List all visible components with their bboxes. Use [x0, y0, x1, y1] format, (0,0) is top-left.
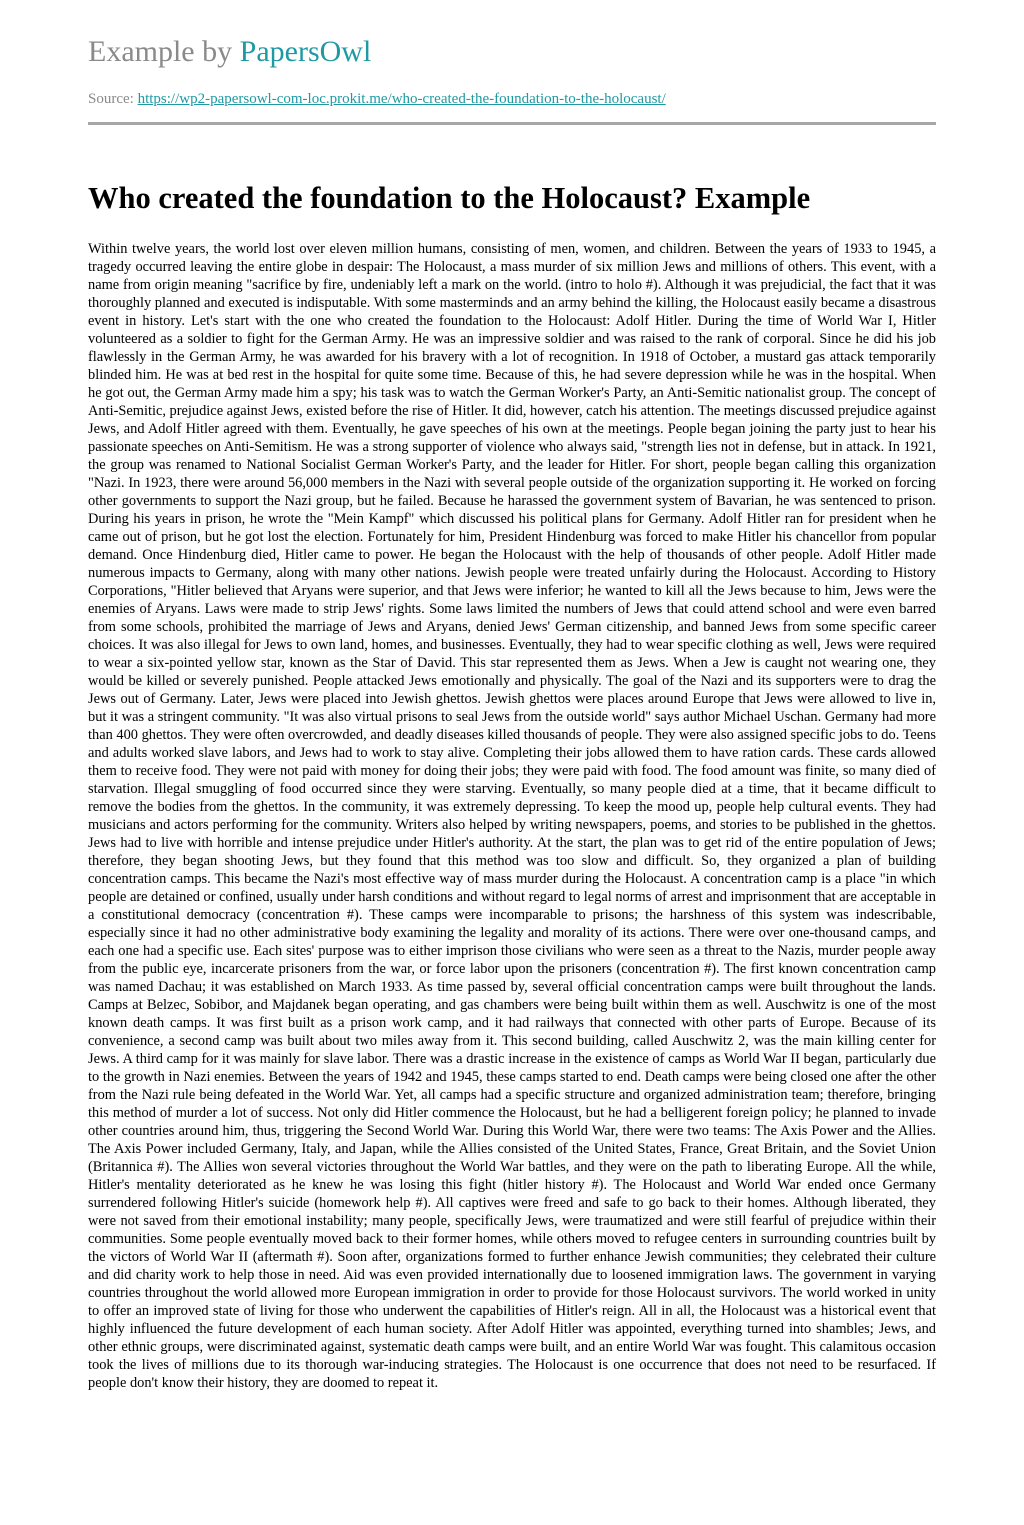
header-divider [88, 122, 936, 125]
brand-name: PapersOwl [239, 35, 372, 68]
source-label: Source: [88, 91, 138, 107]
article-body: Within twelve years, the world lost over eleven million humans, consisting of men, women, and children. Between the years of 1933 to 1945, a tragedy occurred leaving the entire globe in despair: The Holocaust, a mass murder of six million Jews and millions of others. This event, with a name from origin meaning "sacrifice by fire, undeniably left a mark on the world. (intro to holo #). Although it was prejudicial, the fact that it was thoroughly planned and executed is indisputable. With some masterminds and an army behind the killing, the Holocaust easily became a disastrous event in history. Let's start with the one who created the foundation to the Holocaust: Adolf Hitler. During the time of World War I, Hitler volunteered as a soldier to fight for the German Army. He was an impressive soldier and was raised to the rank of corporal. Since he did his job flawlessly in the German Army, he was awarded for his bravery with a lot of recognition. In 1918 of October, a mustard gas attack temporarily blinded him. He was at bed rest in the hospital for quite some time. Because of this, he had severe depression while he was in the hospital. When he got out, the German Army made him a spy; his task was to watch the German Worker's Party, an Anti-Semitic nationalist group. The concept of Anti-Semitic, prejudice against Jews, existed before the rise of Hitler. It did, however, catch his attention. The meetings discussed prejudice against Jews, and Adolf Hitler agreed with them. Eventually, he gave speeches of his own at the meetings. People began joining the party just to hear his passionate speeches on Anti-Semitism. He was a strong supporter of violence who always said, "strength lies not in defense, but in attack. In 1921, the group was renamed to National Socialist German Worker's Party, and the leader for Hitler. For short, people began calling this organization "Nazi. In 1923, there were around 56,000 members in the Nazi with several people outside of the organization supporting it. He worked on forcing other governments to support the Nazi group, but he failed. Because he harassed the government system of Bavarian, he was sentenced to prison. During his years in prison, he wrote the "Mein Kampf" which discussed his political plans for Germany. Adolf Hitler ran for president when he came out of prison, but he got lost the election. Fortunately for him, President Hindenburg was forced to make Hitler his chancellor from popular demand. Once Hindenburg died, Hitler came to power. He began the Holocaust with the help of thousands of other people. Adolf Hitler made numerous impacts to Germany, along with many other nations. Jewish people were treated unfairly during the Holocaust. According to History Corporations, "Hitler believed that Aryans were superior, and that Jews were inferior; he wanted to kill all the Jews because to him, Jews were the enemies of Aryans. Laws were made to strip Jews' rights. Some laws limited the numbers of Jews that could attend school and were even barred from some schools, prohibited the marriage of Jews and Aryans, denied Jews' German citizenship, and banned Jews from some specific career choices. It was also illegal for Jews to own land, homes, and businesses. Eventually, they had to wear specific clothing as well, Jews were required to wear a six-pointed yellow star, known as the Star of David. This star represented them as Jews. When a Jew is caught not wearing one, they would be killed or severely punished. People attacked Jews emotionally and physically. The goal of the Nazi and its supporters were to drag the Jews out of Germany. Later, Jews were placed into Jewish ghettos. Jewish ghettos were places around Europe that Jews were allowed to live in, but it was a stringent community. "It was also virtual prisons to seal Jews from the outside world" says author Michael Uschan. Germany had more than 400 ghettos. They were often overcrowded, and deadly diseases killed thousands of people. They were also assigned specific jobs to do. Teens and adults worked slave labors, and Jews had to work to stay alive. Completing their jobs allowed them to have ration cards. These cards allowed them to receive food. They were not paid with money for doing their jobs; they were paid with food. The food amount was finite, so many died of starvation. Illegal smuggling of food occurred since they were starving. Eventually, so many people died at a time, that it became difficult to remove the bodies from the ghettos. In the community, it was extremely depressing. To keep the mood up, people help cultural events. They had musicians and actors performing for the community. Writers also helped by writing newspapers, poems, and stories to be published in the ghettos. Jews had to live with horrible and intense prejudice under Hitler's authority. At the start, the plan was to get rid of the entire population of Jews; therefore, they began shooting Jews, but they found that this method was too slow and difficult. So, they organized a plan of building concentration camps. This became the Nazi's most effective way of mass murder during the Holocaust. A concentration camp is a place "in which people are detained or confined, usually under harsh conditions and without regard to legal norms of arrest and imprisonment that are acceptable in a constitutional democracy (concentration #). These camps were incomparable to prisons; the harshness of this system was indescribable, especially since it had no other administrative body examining the legality and morality of its actions. There were over one-thousand camps, and each one had a specific use. Each sites' purpose was to either imprison those civilians who were seen as a threat to the Nazis, murder people away from the public eye, incarcerate prisoners from the war, or force labor upon the prisoners (concentration #). The first known concentration camp was named Dachau; it was established on March 1933. As time passed by, several official concentration camps were built throughout the lands. Camps at Belzec, Sobibor, and Majdanek began operating, and gas chambers were being built within them as well. Auschwitz is one of the most known death camps. It was first built as a prison work camp, and it had railways that connected with other parts of Europe. Because of its convenience, a second camp was built about two miles away from it. This second building, called Auschwitz 2, was the main killing center for Jews. A third camp for it was mainly for slave labor. There was a drastic increase in the existence of camps as World War II began, particularly due to the growth in Nazi enemies. Between the years of 1942 and 1945, these camps started to end. Death camps were being closed one after the other from the Nazi rule being defeated in the World War. Yet, all camps had a specific structure and organized administration team; therefore, bringing this method of murder a lot of success. Not only did Hitler commence the Holocaust, but he had a belligerent foreign policy; he planned to invade other countries around him, thus, triggering the Second World War. During this World War, there were two teams: The Axis Power and the Allies. The Axis Power included Germany, Italy, and Japan, while the Allies consisted of the United States, France, Great Britain, and the Soviet Union (Britannica #). The Allies won several victories throughout the World War battles, and they were on the path to liberating Europe. All the while, Hitler's mentality deteriorated as he knew he was losing this fight (hitler history #). The Holocaust and World War ended once Germany surrendered following Hitler's suicide (homework help #). All captives were freed and safe to go back to their homes. Although liberated, they were not saved from their emotional instability; many people, specifically Jews, were traumatized and were still fearful of prejudice within their communities. Some people eventually moved back to their former homes, while others moved to refugee centers in surrounding countries built by the victors of World War II (aftermath #). Soon after, organizations formed to further enhance Jewish communities; they celebrated their culture and did charity work to help those in need. Aid was even provided internationally due to loosened immigration laws. The government in varying countries throughout the world allowed more European immigration in order to provide for those Holocaust survivors. The world worked in unity to offer an improved state of living for those who underwent the capabilities of Hitler's reign. All in all, the Holocaust was a historical event that highly influenced the future development of each human society. After Adolf Hitler was appointed, everything turned into shambles; Jews, and other ethnic groups, were discriminated against, systematic death camps were built, and an entire World War was fought. This calamitous occasion took the lives of millions due to its thorough war-inducing strategies. The Holocaust is one occurrence that does not need to be resurfaced. If people don't know their history, they are doomed to repeat it. [88, 241, 936, 1391]
source-link[interactable]: https://wp2-papersowl-com-loc.prokit.me/who-created-the-foundation-to-the-holocaust/ [137, 91, 666, 107]
article-title: Who created the foundation to the Holocaust? Example [88, 181, 811, 215]
brand-prefix: Example by [88, 35, 240, 68]
document-page [88, 0, 936, 1392]
source-line [88, 89, 936, 109]
brand-header [88, 32, 936, 72]
